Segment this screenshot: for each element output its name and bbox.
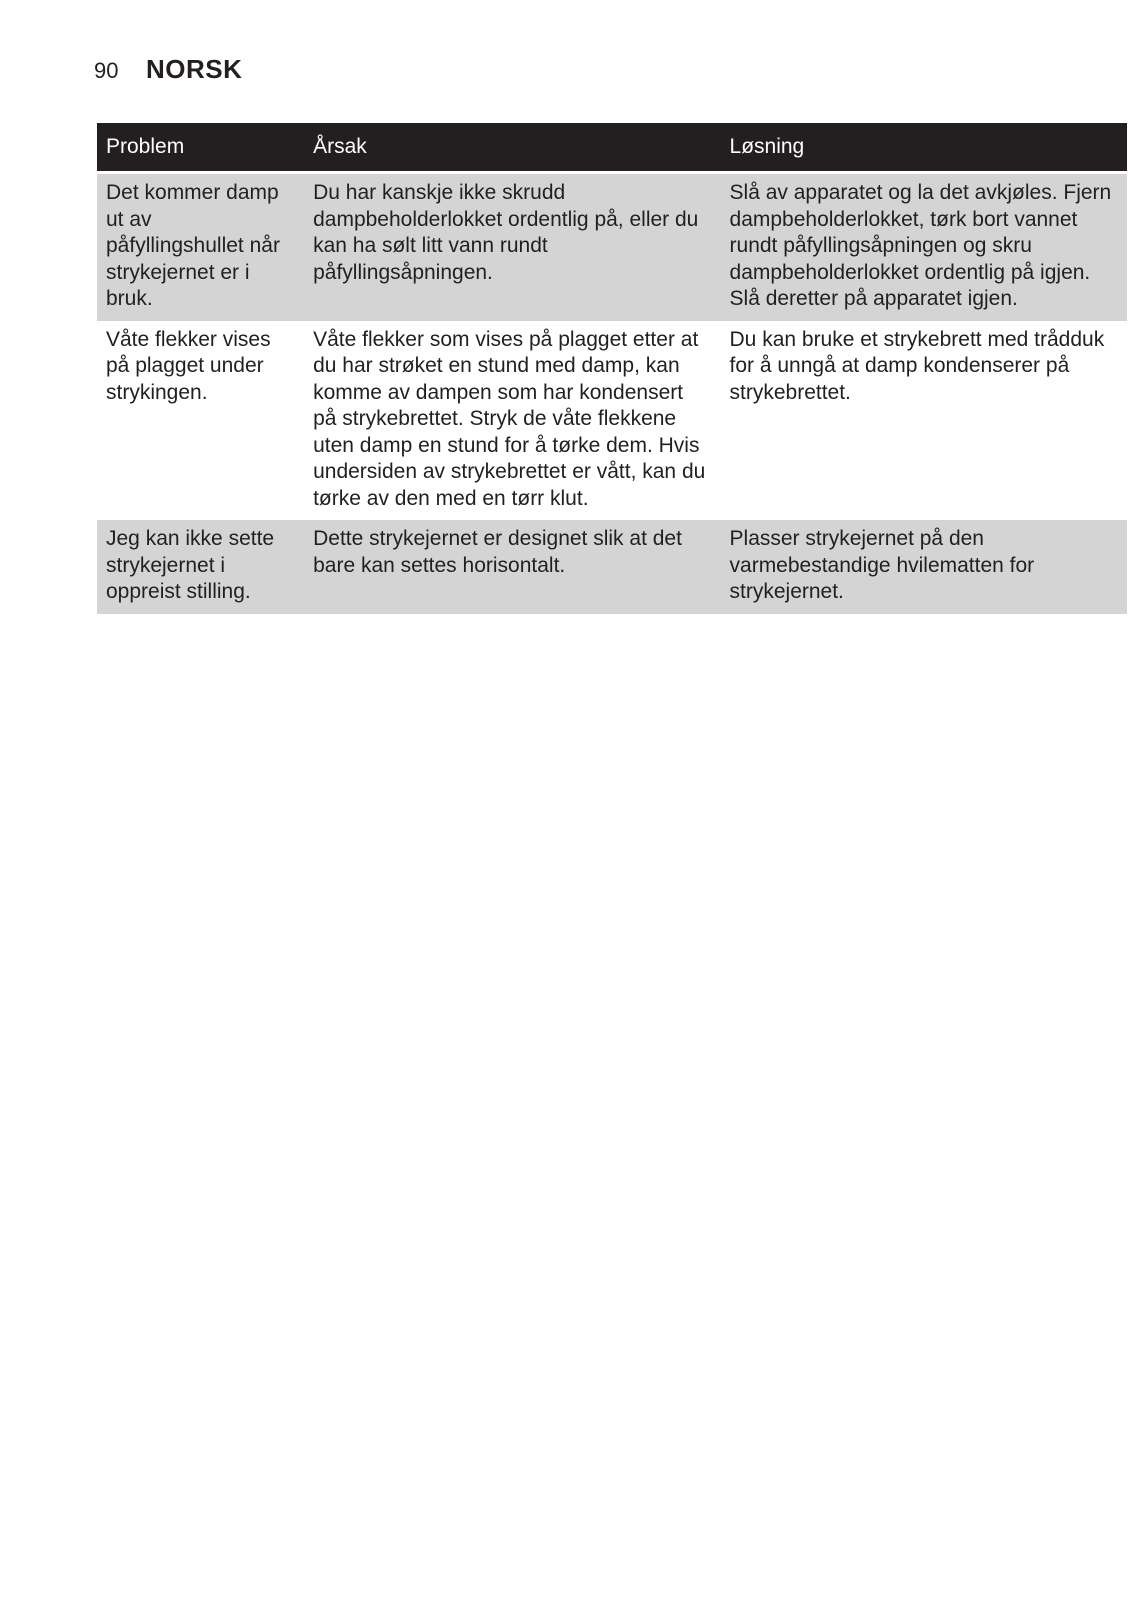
troubleshooting-table — [97, 123, 1127, 614]
solution-cell: Plasser strykejernet på den varmebestandige hvilematten for strykejernet. — [721, 520, 1127, 614]
page-number: 90 — [94, 58, 119, 83]
cause-cell: Våte flekker som vises på plagget etter at du har strøket en stund med damp, kan komme av dampen som har kondensert på strykebrettet. Stryk de våte flekkene uten damp en stund for å tørke dem. Hvis undersiden av strykebrettet er vått, kan du tørke av den med en tørr klut. — [304, 321, 720, 521]
problem-cell: Våte flekker vises på plagget under strykingen. — [97, 321, 304, 521]
table-header-row — [97, 123, 1127, 171]
column-header-solution: Løsning — [721, 123, 1127, 171]
problem-cell: Jeg kan ikke sette strykejernet i oppreist stilling. — [97, 520, 304, 614]
column-header-problem: Problem — [97, 123, 304, 171]
table-row — [97, 520, 1127, 614]
problem-cell: Det kommer damp ut av påfyllingshullet når strykejernet er i bruk. — [97, 174, 304, 321]
cause-cell: Dette strykejernet er designet slik at det bare kan settes horisontalt. — [304, 520, 720, 614]
solution-cell: Du kan bruke et strykebrett med trådduk for å unngå at damp kondenserer på strykebrettet. — [721, 321, 1127, 521]
table-row — [97, 321, 1127, 521]
column-header-cause: Årsak — [304, 123, 720, 171]
page-header — [94, 54, 242, 85]
table-row — [97, 174, 1127, 321]
solution-cell: Slå av apparatet og la det avkjøles. Fjern dampbeholderlokket, tørk bort vannet rundt påfyllingsåpningen og skru dampbeholderlokket ordentlig på igjen. Slå deretter på apparatet igjen. — [721, 174, 1127, 321]
cause-cell: Du har kanskje ikke skrudd dampbeholderlokket ordentlig på, eller du kan ha sølt litt vann rundt påfyllingsåpningen. — [304, 174, 720, 321]
section-title: NORSK — [146, 54, 243, 84]
